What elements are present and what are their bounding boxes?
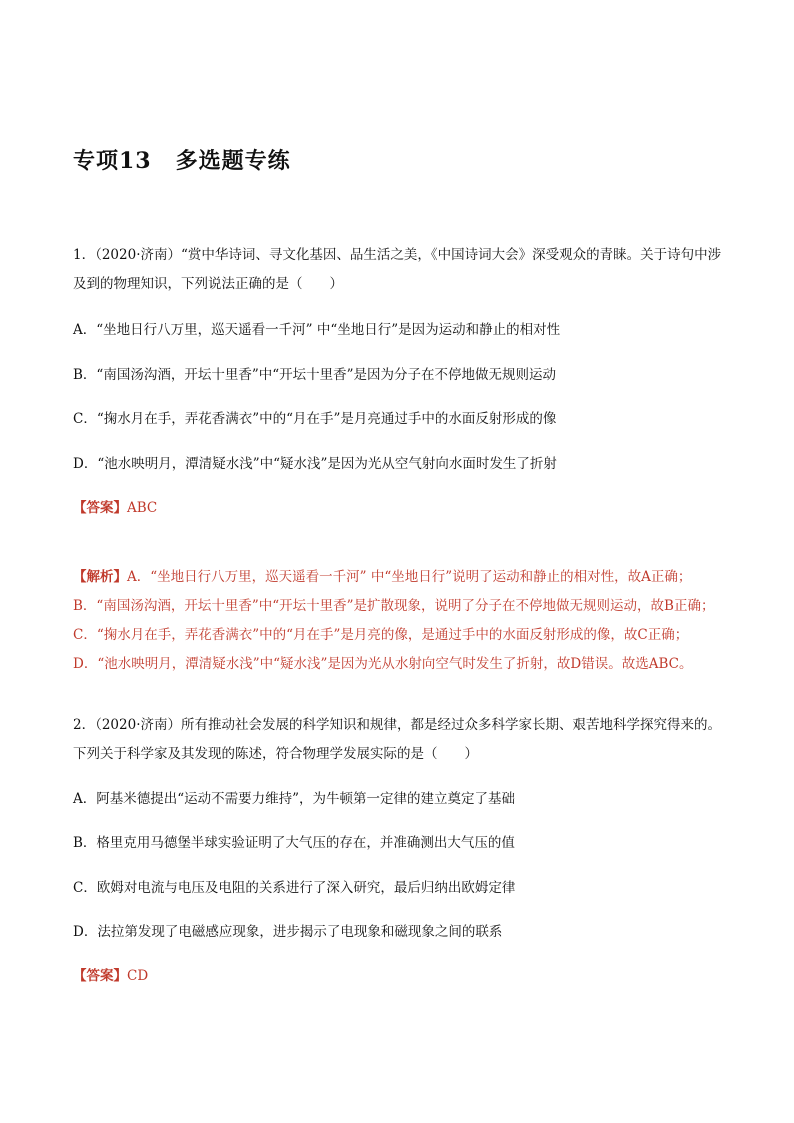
question-2-option-c: C．欧姆对电流与电压及电阻的关系进行了深入研究，最后归纳出欧姆定律 — [73, 880, 516, 896]
question-2-option-d: D．法拉第发现了电磁感应现象，进步揭示了电现象和磁现象之间的联系 — [73, 924, 503, 940]
analysis-tag: 【解析】 — [73, 569, 127, 585]
question-2-option-a: A．阿基米德提出“运动不需要力维持”，为牛顿第一定律的建立奠定了基础 — [73, 791, 516, 807]
question-1-answer — [73, 499, 157, 517]
answer-value: CD — [127, 968, 149, 984]
analysis-text: A．“坐地日行八万里，巡天遥看一千河” 中“坐地日行”说明了运动和静止的相对性，故A正确；B．“南国汤沟酒，开坛十里香”中“开坛十里香”是扩散现象，说明了分子在不停地做无规则运动，故B正确；C．“掬水月在手，弄花香满衣”中的“月在手”是月亮的像，是通过手中的水面反射形成的像，故C正确；D．“池水映明月，潭清疑水浅”中“疑水浅”是因为光从水射向空气时发生了折射，故D错误。故选ABC。 — [73, 569, 715, 672]
question-1-option-a: A．“坐地日行八万里，巡天遥看一千河” 中“坐地日行”是因为运动和静止的相对性 — [73, 322, 561, 338]
question-1-option-d: D．“池水映明月，潭清疑水浅”中“疑水浅”是因为光从空气射向水面时发生了折射 — [73, 456, 557, 472]
question-1-option-c: C．“掬水月在手，弄花香满衣”中的“月在手”是月亮通过手中的水面反射形成的像 — [73, 411, 557, 427]
title-main: 多选题专练 — [175, 148, 291, 174]
answer-tag: 【答案】 — [73, 968, 127, 984]
question-1-option-b: B．“南国汤沟酒，开坛十里香”中“开坛十里香”是因为分子在不停地做无规则运动 — [73, 367, 557, 383]
title-prefix: 专项13 — [73, 148, 152, 174]
answer-value: ABC — [127, 500, 158, 516]
question-2-stem: 2．（2020·济南）所有推动社会发展的科学知识和规律，都是经过众多科学家长期、艰苦地科学探究得来的。下列关于科学家及其发现的陈述，符合物理学发展实际的是（ ） — [73, 717, 721, 762]
question-1-analysis — [73, 563, 723, 679]
page-title — [73, 144, 291, 175]
question-2-option-b: B．格里克用马德堡半球实验证明了大气压的存在，并准确测出大气压的值 — [73, 835, 515, 851]
answer-tag: 【答案】 — [73, 500, 127, 516]
question-2-answer — [73, 967, 148, 985]
question-1-stem: 1．（2020·济南）“赏中华诗词、寻文化基因、品生活之美，《中国诗词大会》深受观众的青睐。关于诗句中涉及到的物理知识，下列说法正确的是（ ） — [73, 247, 722, 292]
